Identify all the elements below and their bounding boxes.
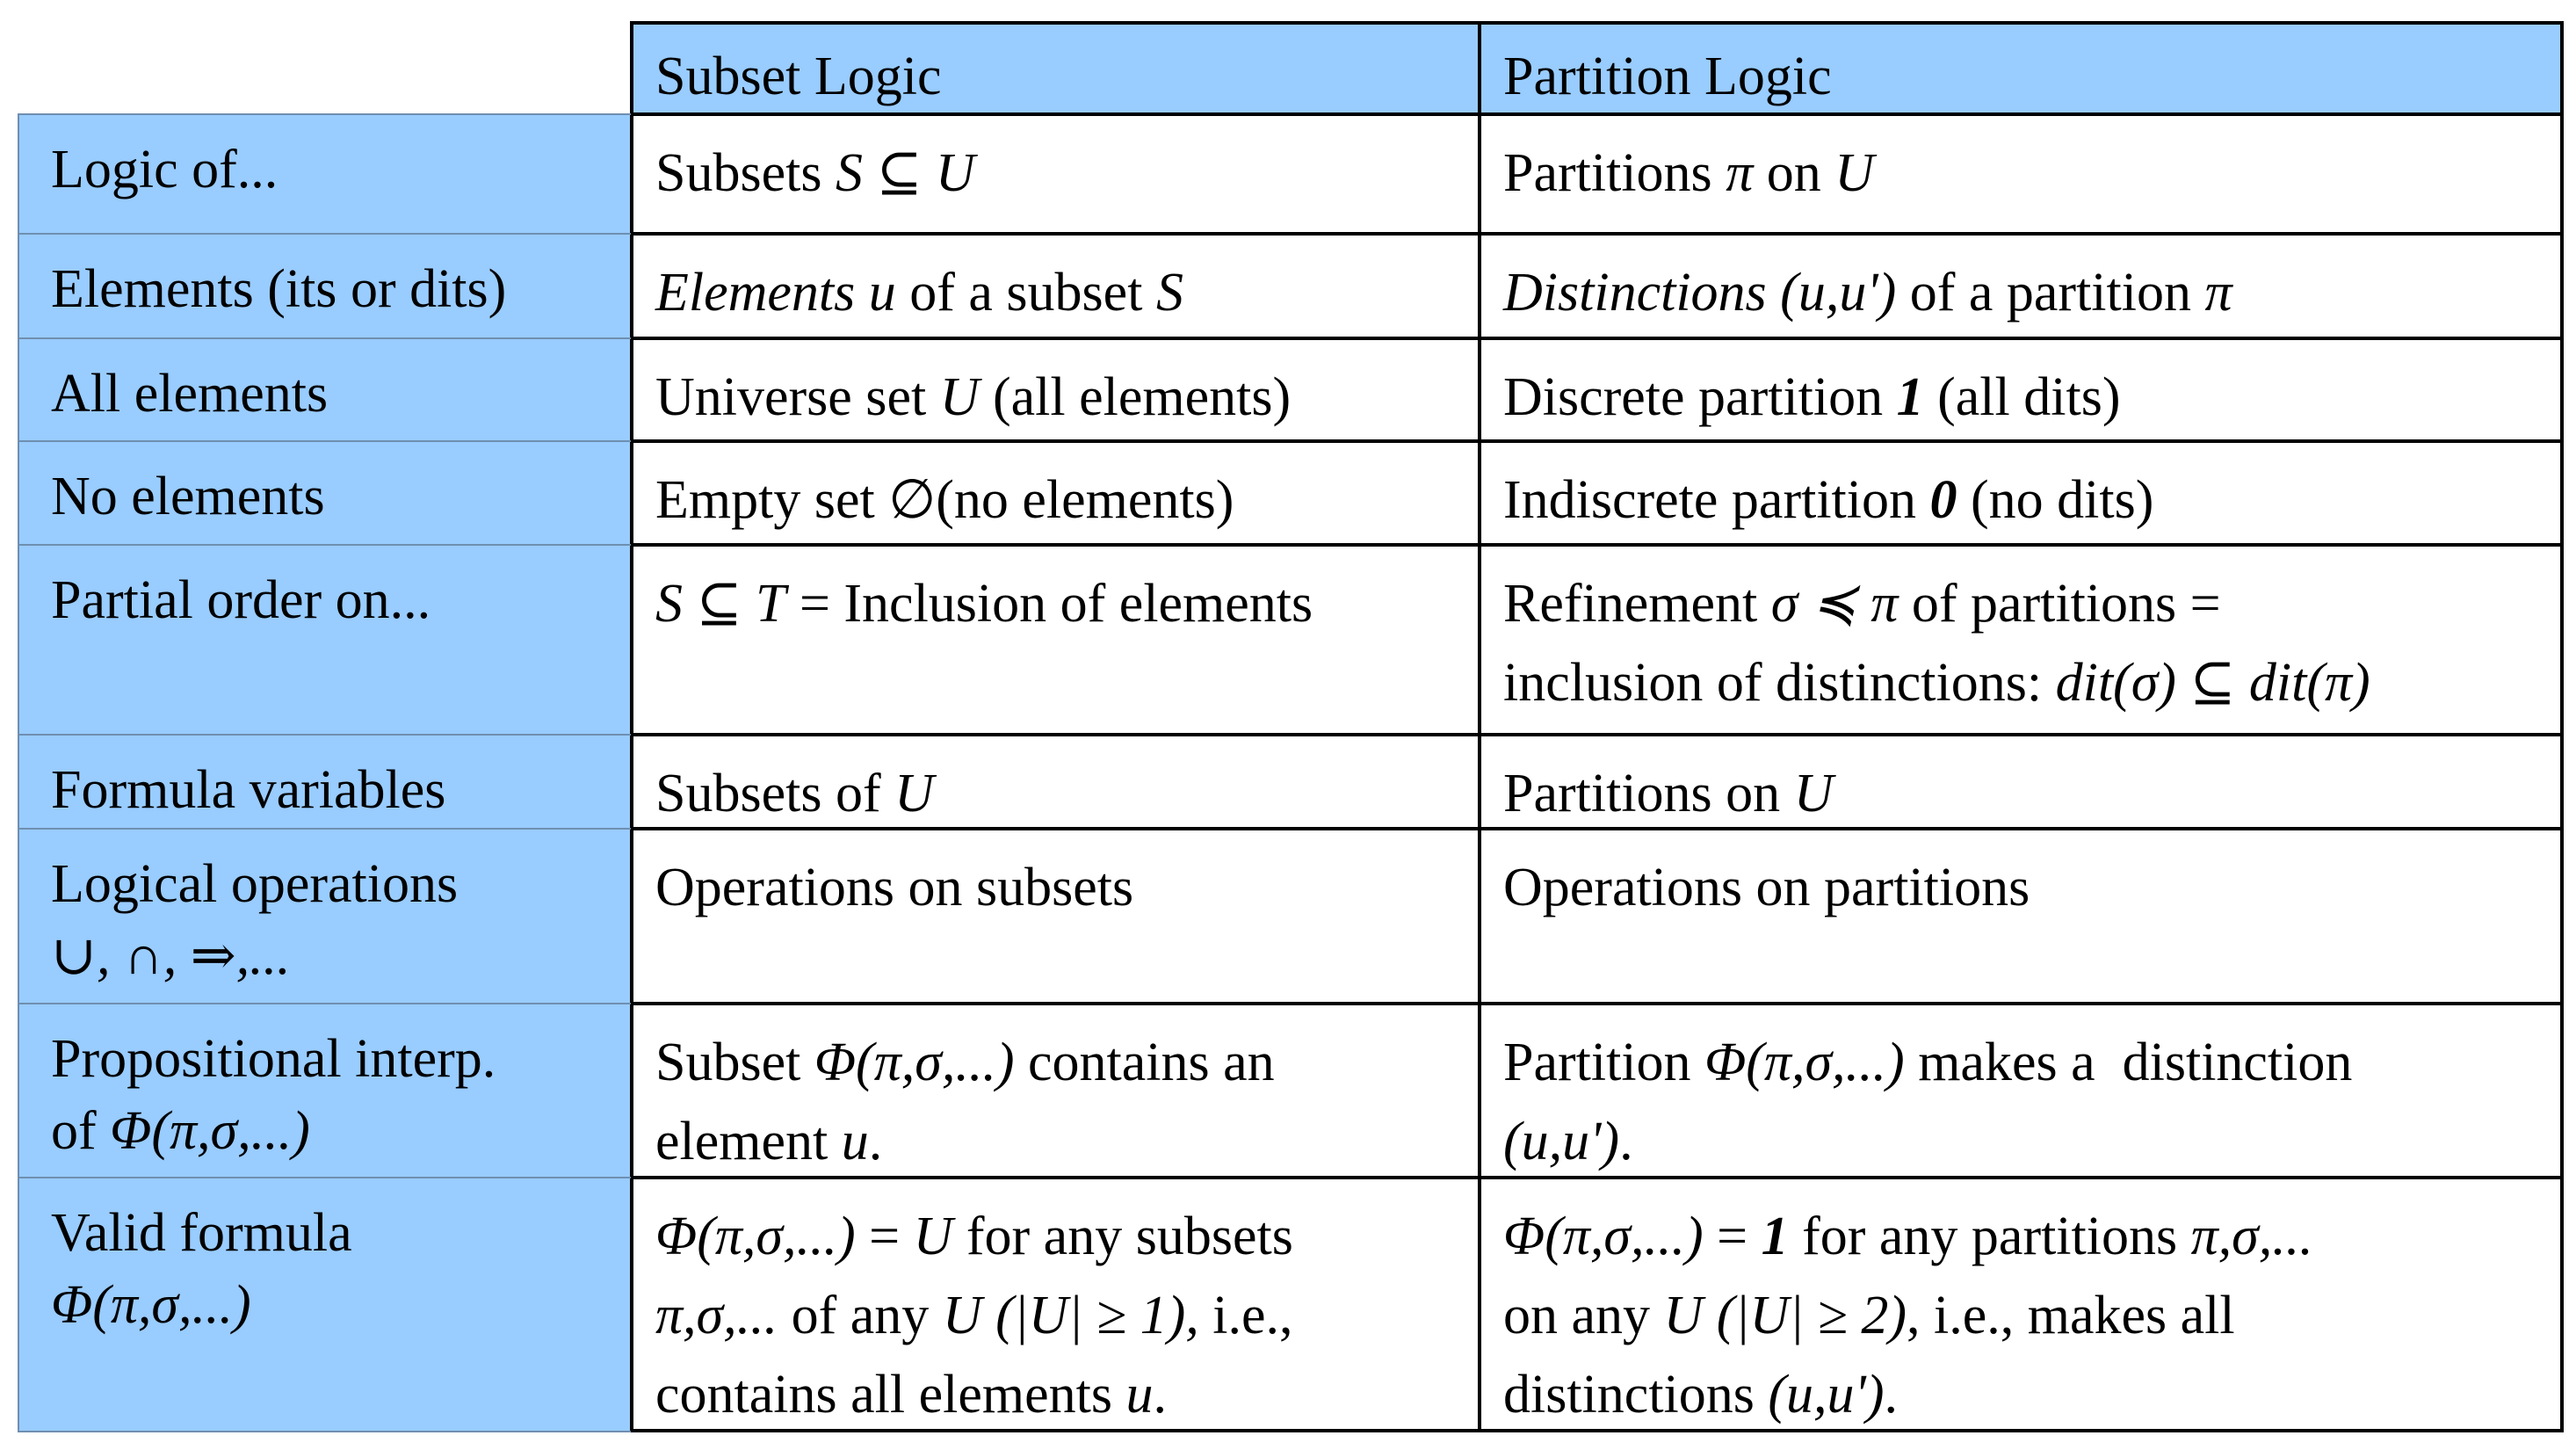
row-divider [631,232,2564,236]
row-label: All elements [18,338,631,441]
label-border [18,1431,631,1432]
row-divider [631,827,2564,830]
partition-logic-cell: Indiscrete partition 0 (no dits) [1479,441,2560,545]
row-label: Logical operations ∪, ∩, ⇒,... [18,829,631,1004]
row-label: Partial order on... [18,545,631,735]
partition-logic-cell: Operations on partitions [1479,829,2560,1004]
subset-logic-cell: Operations on subsets [631,829,1479,1004]
row-label: Elements (its or dits) [18,234,631,338]
column-header-partition-logic: Partition Logic [1479,21,2560,114]
row-divider [631,112,2564,116]
subset-logic-cell: Subsets S ⊆ U [631,114,1479,234]
partition-logic-cell: Discrete partition 1 (all dits) [1479,338,2560,441]
subset-logic-cell: Subsets of U [631,735,1479,829]
partition-logic-cell: Φ(π,σ,...) = 1 for any partitions π,σ,... on any U (|U| ≥ 2), i.e., makes all distinctions (u,u'). [1479,1178,2560,1432]
row-divider [631,733,2564,736]
row-divider [631,439,2564,443]
label-divider [18,544,631,546]
label-divider [18,828,631,830]
row-divider [631,1176,2564,1179]
partition-logic-cell: Refinement σ ≼ π of partitions = inclusion of distinctions: dit(σ) ⊆ dit(π) [1479,545,2560,735]
label-divider [18,1003,631,1004]
row-label: Formula variables [18,735,631,829]
label-divider [18,440,631,442]
label-divider [18,1177,631,1178]
column-header-subset-logic: Subset Logic [631,21,1479,114]
partition-logic-cell: Partitions on U [1479,735,2560,829]
label-divider [18,337,631,339]
row-divider [631,337,2564,340]
subset-logic-cell: Subset Φ(π,σ,...) contains an element u. [631,1004,1479,1178]
label-divider [18,734,631,736]
subset-logic-cell: S ⊆ T = Inclusion of elements [631,545,1479,735]
row-label: Valid formula Φ(π,σ,...) [18,1178,631,1432]
subset-logic-cell: Φ(π,σ,...) = U for any subsets π,σ,... of any U (|U| ≥ 1), i.e., contains all elements u. [631,1178,1479,1432]
subset-logic-cell: Universe set U (all elements) [631,338,1479,441]
row-label: No elements [18,441,631,545]
label-border [18,114,19,1432]
subset-logic-cell: Empty set ∅(no elements) [631,441,1479,545]
partition-logic-cell: Distinctions (u,u') of a partition π [1479,234,2560,338]
row-divider [631,543,2564,547]
partition-logic-cell: Partition Φ(π,σ,...) makes a distinction (u,u'). [1479,1004,2560,1178]
partition-logic-cell: Partitions π on U [1479,114,2560,234]
row-label: Logic of... [18,114,631,234]
label-border [18,113,631,115]
table-border [631,21,2564,25]
table-border [631,1429,2564,1432]
subset-logic-cell: Elements u of a subset S [631,234,1479,338]
label-divider [18,233,631,235]
row-label: Propositional interp. of Φ(π,σ,...) [18,1004,631,1178]
row-divider [631,1002,2564,1005]
